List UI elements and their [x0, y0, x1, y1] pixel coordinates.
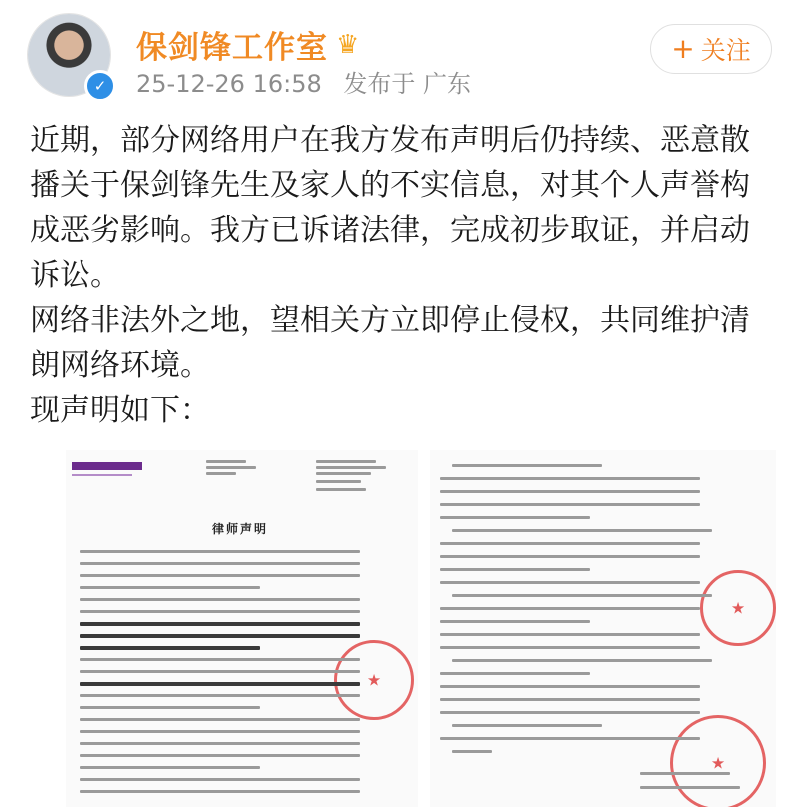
document-text-line [316, 488, 366, 491]
star-icon: ★ [730, 598, 746, 618]
document-text-line [80, 598, 360, 601]
document-text-line [640, 772, 730, 775]
document-text-line [80, 706, 260, 709]
post-meta [136, 64, 471, 99]
post-paragraph: 近期，部分网络用户在我方发布声明后仍持续、恶意散播关于保剑锋先生及家人的不实信息，对其个人声誉构成恶劣影响。我方已诉诸法律，完成初步取证，并启动诉讼。 [30, 123, 750, 293]
document-text-line [80, 766, 260, 769]
post-paragraph: 网络非法外之地，望相关方立即停止侵权，共同维护清朗网络环境。 [30, 303, 750, 383]
document-text-line [440, 698, 700, 701]
document-text-line [316, 460, 376, 463]
document-text-line [440, 542, 700, 545]
document-text-line [80, 622, 360, 626]
follow-label: 关注 [700, 36, 751, 65]
document-text-line [452, 529, 712, 532]
document-text-line [440, 477, 700, 480]
lawyer-statement-page-1[interactable] [66, 450, 418, 807]
document-text-line [80, 574, 360, 577]
document-text-line [440, 490, 700, 493]
official-seal [700, 570, 776, 646]
document-text-line [452, 594, 712, 597]
document-text-line [440, 672, 590, 675]
follow-button[interactable] [650, 24, 772, 74]
author-row [136, 22, 359, 67]
document-text-line [80, 790, 360, 793]
document-text-line [440, 685, 700, 688]
document-text-line [440, 620, 590, 623]
document-text-line [206, 472, 236, 475]
post-location: 发布于 广东 [343, 70, 472, 98]
document-text-line [452, 724, 602, 727]
document-text-line [316, 480, 361, 483]
document-text-line [80, 670, 360, 673]
author-name[interactable]: 保剑锋工作室 [136, 30, 328, 66]
official-seal [334, 640, 414, 720]
verified-badge-icon: ✓ [84, 70, 116, 102]
document-text-line [452, 750, 492, 753]
document-text-line [206, 460, 246, 463]
plus-icon: + [671, 32, 695, 65]
document-text-line [440, 516, 590, 519]
document-text-line [80, 718, 360, 721]
document-text-line [452, 464, 602, 467]
crown-icon: ♛ [336, 29, 360, 60]
document-text-line [440, 503, 700, 506]
document-text-line [440, 568, 590, 571]
document-text-line [80, 742, 360, 745]
document-text-line [80, 730, 360, 733]
star-icon: ★ [366, 670, 382, 690]
document-text-line [80, 562, 360, 565]
document-text-line [80, 646, 260, 650]
firm-logo-subtitle [72, 474, 132, 476]
document-text-line [80, 550, 360, 553]
document-text-line [640, 786, 740, 789]
document-text-line [440, 646, 700, 649]
post-body [30, 118, 770, 433]
official-seal [670, 715, 766, 807]
document-text-line [452, 659, 712, 662]
document-text-line [440, 737, 700, 740]
document-text-line [316, 472, 371, 475]
post-paragraph: 现声明如下： [30, 393, 210, 428]
firm-logo [72, 462, 142, 470]
document-text-line [80, 634, 360, 638]
document-text-line [80, 586, 260, 589]
post-header [0, 0, 792, 110]
document-text-line [206, 466, 256, 469]
document-text-line [440, 711, 700, 714]
document-text-line [80, 682, 360, 686]
document-text-line [80, 610, 360, 613]
document-text-line [440, 555, 700, 558]
document-text-line [80, 778, 360, 781]
document-text-line [316, 466, 386, 469]
document-text-line [440, 633, 700, 636]
star-icon: ★ [710, 753, 726, 773]
lawyer-statement-page-2[interactable] [430, 450, 776, 807]
document-text-line [440, 581, 700, 584]
document-text-line [80, 694, 360, 697]
document-title: 律师声明 [212, 522, 269, 536]
document-text-line [440, 607, 700, 610]
post-timestamp: 25-12-26 16:58 [136, 70, 322, 98]
document-text-line [80, 754, 360, 757]
document-text-line [80, 658, 360, 661]
